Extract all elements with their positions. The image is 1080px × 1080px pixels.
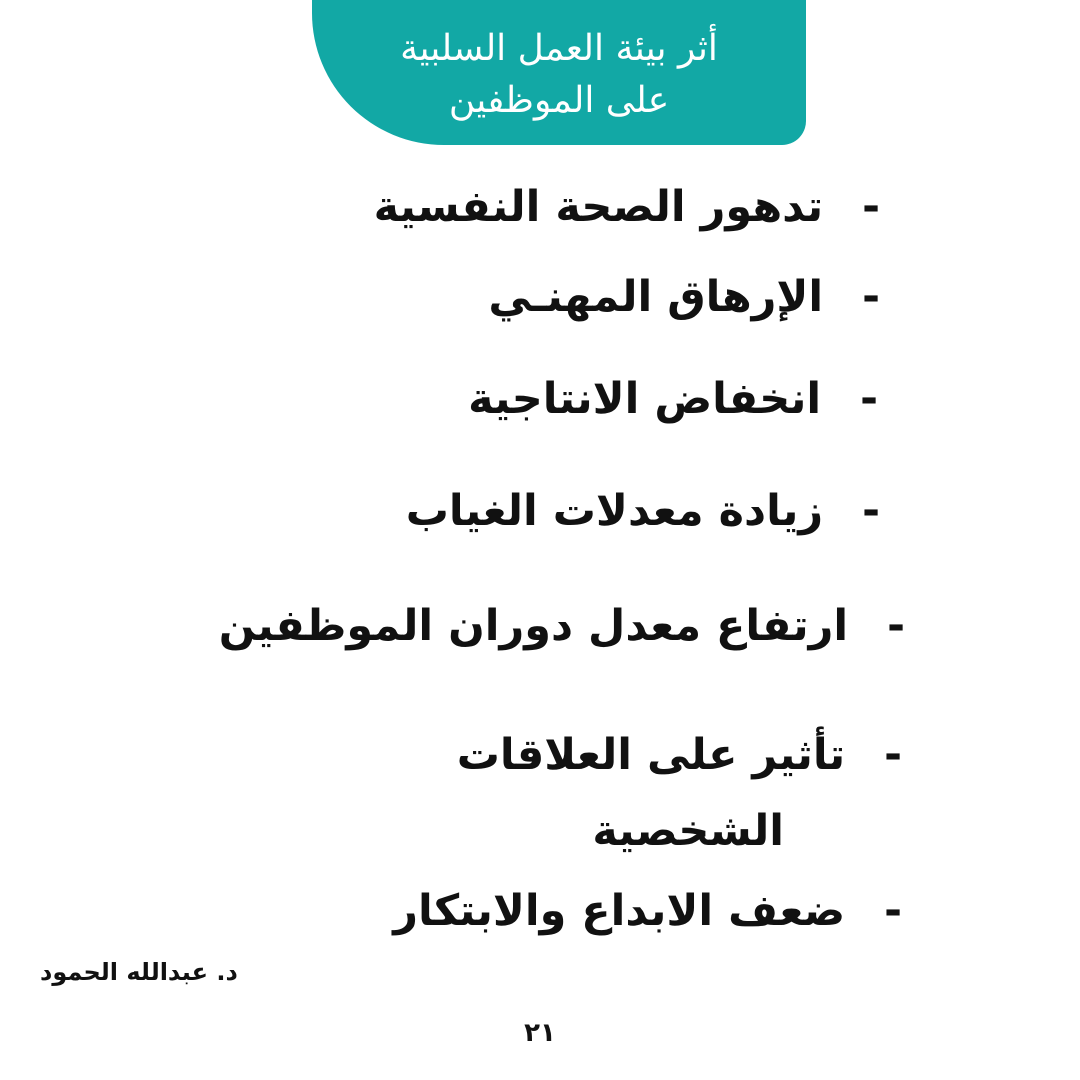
list-item bbox=[592, 806, 784, 856]
list-item bbox=[456, 730, 902, 780]
list-item-text: ضعف الابداع والابتكار bbox=[393, 886, 846, 936]
list-item bbox=[373, 182, 880, 232]
list-item bbox=[393, 886, 902, 936]
list-item-text: الإرهاق المهنـي bbox=[488, 272, 824, 322]
title-banner bbox=[312, 0, 806, 145]
list-item bbox=[468, 374, 878, 424]
list-item-dash: - bbox=[862, 272, 880, 322]
list-item bbox=[218, 601, 905, 651]
list-item-dash: - bbox=[860, 374, 878, 424]
list-item-dash: - bbox=[887, 601, 905, 651]
list-item-text: تدهور الصحة النفسية bbox=[373, 182, 824, 232]
list-item-dash: - bbox=[884, 886, 902, 936]
page-title-line-1: أثر بيئة العمل السلبية bbox=[400, 27, 718, 69]
page-title-line-2: على الموظفين bbox=[448, 79, 670, 121]
list-item-text: الشخصية bbox=[592, 806, 784, 856]
list-item-dash: - bbox=[884, 730, 902, 780]
list-item bbox=[405, 486, 880, 536]
list-item-dash: - bbox=[862, 486, 880, 536]
page-number: ٢١ bbox=[524, 1018, 556, 1048]
list-item-text: انخفاض الانتاجية bbox=[468, 374, 822, 424]
list-item bbox=[488, 272, 880, 322]
list-item-text: ارتفاع معدل دوران الموظفين bbox=[218, 601, 849, 651]
author-name: د. عبدالله الحمود bbox=[40, 958, 238, 986]
list-item-dash: - bbox=[862, 182, 880, 232]
list-item-text: تأثير على العلاقات bbox=[456, 730, 846, 780]
list-item-text: زيادة معدلات الغياب bbox=[405, 486, 824, 536]
